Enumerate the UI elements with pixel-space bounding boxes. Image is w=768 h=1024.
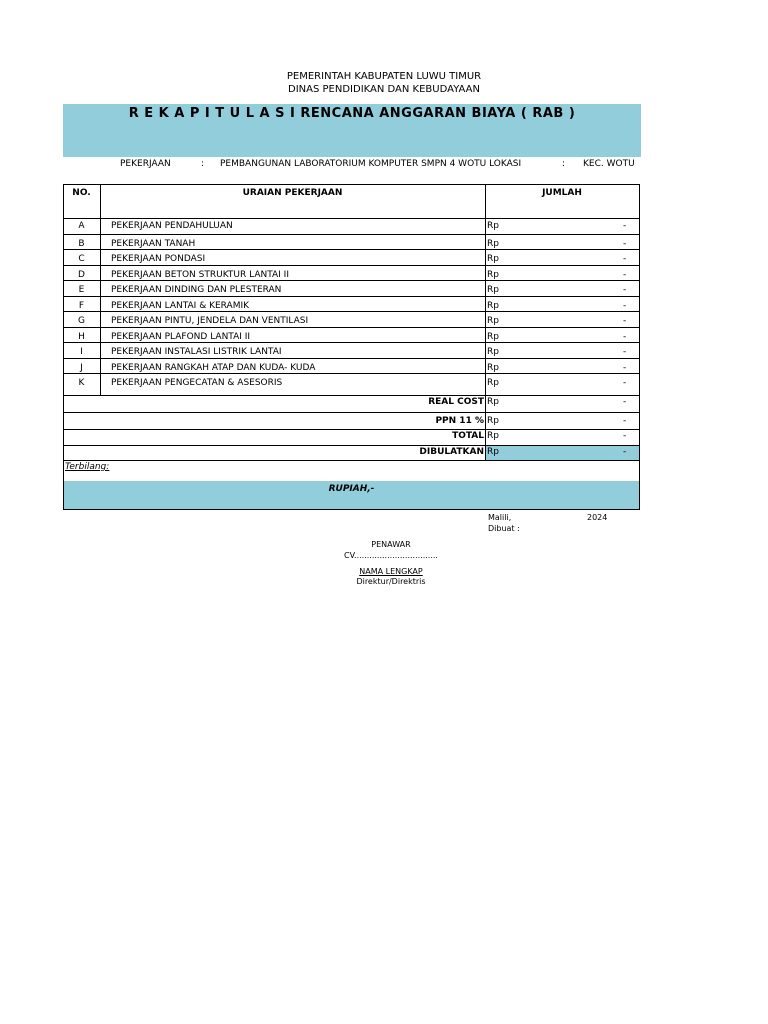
rab-table <box>63 184 640 510</box>
location-colon: : <box>562 159 566 169</box>
row-no: H <box>78 332 85 342</box>
row-uraian: PEKERJAAN TANAH <box>111 239 196 249</box>
row-currency: Rp <box>487 332 499 342</box>
work-colon: : <box>201 159 205 169</box>
row-uraian: PEKERJAAN PENGECATAN & ASESORIS <box>111 378 283 388</box>
total-currency: Rp <box>487 416 499 426</box>
row-no: C <box>78 254 85 264</box>
row-no: E <box>78 285 85 295</box>
work-label: PEKERJAAN <box>120 159 171 169</box>
total-amount: - <box>623 447 627 457</box>
ppn-label: PPN 11 % <box>435 416 484 426</box>
org-line-1: PEMERINTAH KABUPATEN LUWU TIMUR <box>286 71 482 82</box>
total-currency: Rp <box>487 397 499 407</box>
row-no: A <box>78 221 85 231</box>
row-no: D <box>78 270 85 280</box>
row-uraian: PEKERJAAN LANTAI & KERAMIK <box>111 301 250 311</box>
dibulatkan-label: DIBULATKAN <box>419 447 484 457</box>
row-no: B <box>78 239 85 249</box>
row-currency: Rp <box>487 239 499 249</box>
row-currency: Rp <box>487 378 499 388</box>
row-currency: Rp <box>487 270 499 280</box>
header-jumlah: JUMLAH <box>542 188 582 198</box>
row-amount: - <box>623 332 627 342</box>
row-currency: Rp <box>487 301 499 311</box>
row-uraian: PEKERJAAN RANGKAH ATAP DAN KUDA- KUDA <box>111 363 316 373</box>
row-uraian: PEKERJAAN PINTU, JENDELA DAN VENTILASI <box>111 316 309 326</box>
row-amount: - <box>623 301 627 311</box>
header-uraian: URAIAN PEKERJAAN <box>242 188 343 198</box>
row-uraian: PEKERJAAN PONDASI <box>111 254 206 264</box>
row-amount: - <box>623 347 627 357</box>
row-amount: - <box>623 378 627 388</box>
cv-line: CV................................. <box>344 551 438 560</box>
total-label: TOTAL <box>452 431 484 441</box>
row-uraian: PEKERJAAN PLAFOND LANTAI II <box>111 332 251 342</box>
total-currency: Rp <box>487 447 499 457</box>
rupiah-text: RUPIAH,- <box>328 484 375 494</box>
row-amount: - <box>623 285 627 295</box>
row-currency: Rp <box>487 221 499 231</box>
location-value: KEC. WOTU <box>583 159 635 169</box>
row-uraian: PEKERJAAN DINDING DAN PLESTERAN <box>111 285 282 295</box>
real-cost-label: REAL COST <box>428 397 484 407</box>
row-no: F <box>78 301 85 311</box>
row-no: G <box>78 316 85 326</box>
row-amount: - <box>623 221 627 231</box>
row-currency: Rp <box>487 363 499 373</box>
row-amount: - <box>623 270 627 280</box>
row-amount: - <box>623 254 627 264</box>
row-uraian: PEKERJAAN PENDAHULUAN <box>111 221 233 231</box>
org-line-2: DINAS PENDIDIKAN DAN KEBUDAYAAN <box>288 84 480 95</box>
signature-place: Malili, <box>488 513 512 522</box>
row-amount: - <box>623 363 627 373</box>
penawar-label: PENAWAR <box>371 540 411 549</box>
signature-year: 2024 <box>587 513 608 522</box>
work-value: PEMBANGUNAN LABORATORIUM KOMPUTER SMPN 4 WOTU LOKASI <box>220 159 522 169</box>
row-no: K <box>78 378 85 388</box>
row-currency: Rp <box>487 285 499 295</box>
total-amount: - <box>623 431 627 441</box>
signatory-title: Direktur/Direktris <box>356 577 426 586</box>
row-amount: - <box>623 316 627 326</box>
total-currency: Rp <box>487 431 499 441</box>
row-currency: Rp <box>487 347 499 357</box>
row-uraian: PEKERJAAN INSTALASI LISTRIK LANTAI <box>111 347 282 357</box>
header-no: NO. <box>72 188 91 198</box>
row-amount: - <box>623 239 627 249</box>
signatory-name: NAMA LENGKAP <box>359 567 423 576</box>
row-uraian: PEKERJAAN BETON STRUKTUR LANTAI II <box>111 270 289 280</box>
row-currency: Rp <box>487 254 499 264</box>
document-title: R E K A P I T U L A S I RENCANA ANGGARAN BIAYA ( RAB ) <box>128 106 576 121</box>
dibulatkan-highlight <box>486 445 640 460</box>
signature-dibuat: Dibuat : <box>488 524 520 533</box>
row-no: I <box>80 347 83 357</box>
row-no: J <box>80 363 83 373</box>
row-currency: Rp <box>487 316 499 326</box>
total-amount: - <box>623 397 627 407</box>
total-amount: - <box>623 416 627 426</box>
terbilang-label: Terbilang: <box>65 462 110 472</box>
